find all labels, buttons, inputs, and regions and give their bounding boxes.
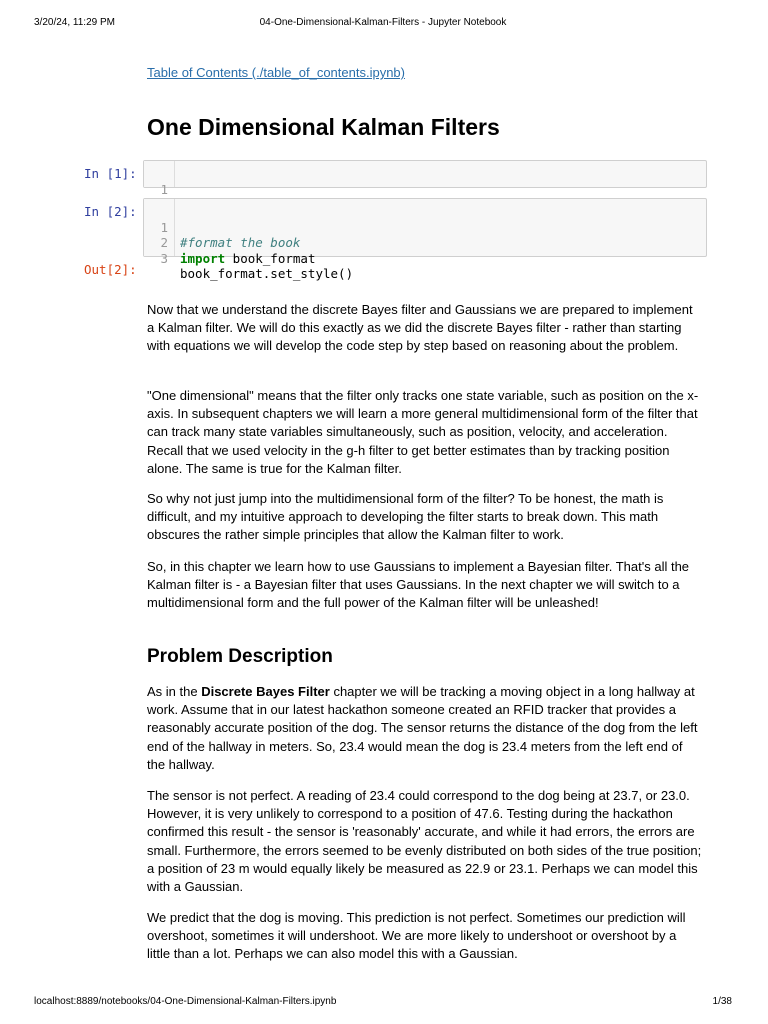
- print-datetime: 3/20/24, 11:29 PM: [34, 17, 115, 28]
- intro-paragraph-4: So, in this chapter we learn how to use Gaussians to implement a Bayesian filter. That's all the Kalman filter is - a Bayesian filter that uses Gaussians. In the next chapter we will switch to a multidimensional form and the full power of the Kalman filter will be unleashed!: [147, 559, 690, 611]
- problem-paragraph-2: The sensor is not perfect. A reading of 23.4 could correspond to the dog being at 23.7, or 23.0. However, it is very unlikely to correspond to a position of 47.6. Testing during the hackathon confirmed this result - the sensor is 'reasonably' accurate, and while it had errors, the errors are small. Furthermore, the errors seemed to be evenly distributed on both sides of the true position; a position of 23 m would equally likely be measured as 22.9 or 23.1. Perhaps we can model this with a Gaussian.: [147, 788, 702, 895]
- print-url: localhost:8889/notebooks/04-One-Dimensional-Kalman-Filters.ipynb: [34, 996, 337, 1007]
- intro-paragraph-1: Now that we understand the discrete Bayes filter and Gaussians we are prepared to implement a Kalman filter. We will do this exactly as we did the discrete Bayes filter - rather than starting with equations we will develop the code step by step based on reasoning about the problem.: [147, 302, 693, 354]
- intro-paragraph-2: "One dimensional" means that the filter only tracks one state variable, such as position on the x-axis. In subsequent chapters we will learn a more general multidimensional form of the filter that can track many state variables simultaneously, such as position, velocity, and acceleration. Recall that we used velocity in the g-h filter to get better estimates than by tracking position alone. The same is true for the Kalman filter.: [147, 388, 699, 476]
- code-cell-1[interactable]: [143, 160, 707, 197]
- cell-1-line-1: [144, 166, 706, 197]
- print-header: [34, 17, 732, 31]
- line-number: 2: [160, 235, 168, 250]
- text-run: chapter we will be tracking a moving object in a long hallway at work. Assume that in our latest hackathon someone created an RFID tracker that provides a reasonably accurate position of the dog. The sensor returns the distance of the dog from the left end of the hallway in meters. So, 23.4 would mean the dog is 23.4 meters from the left end of the hallway.: [147, 684, 698, 772]
- table-of-contents-link[interactable]: Table of Contents (./table_of_contents.ipynb): [147, 65, 405, 80]
- code-comment: #format the book: [180, 235, 301, 250]
- problem-description-heading: Problem Description: [147, 646, 333, 667]
- line-number: 3: [160, 250, 168, 266]
- text-run: As in the: [147, 684, 202, 699]
- line-number: 1: [160, 219, 168, 235]
- line-number: 1: [160, 181, 168, 197]
- cell-2-line-1: [144, 204, 706, 250]
- problem-paragraph-1: [147, 683, 703, 774]
- code-text: book_format.set_style(): [180, 266, 354, 281]
- problem-paragraph-3: We predict that the dog is moving. This prediction is not perfect. Sometimes our prediction will overshoot, sometimes it will undershoot. We are more likely to undershoot or overshoot by a little than a lot. Perhaps we can also model this with a Gaussian.: [147, 910, 686, 962]
- code-cell-2[interactable]: [143, 198, 707, 281]
- intro-paragraph-3: So why not just jump into the multidimensional form of the filter? To be honest, the math is difficult, and my intuitive approach to developing the filter starts to break down. This math obscures the rather simple principles that allow the Kalman filter to work.: [147, 491, 664, 543]
- cell-2-output-prompt: Out[2]:: [84, 262, 137, 277]
- notebook-title: One Dimensional Kalman Filters: [147, 114, 500, 140]
- print-page-number: 1/38: [712, 996, 732, 1007]
- print-footer: [34, 996, 732, 1010]
- code-text: book_format: [225, 250, 316, 266]
- code-keyword: import: [180, 250, 226, 266]
- bold-chapter-name: Discrete Bayes Filter: [201, 684, 330, 699]
- cell-1-input-prompt: In [1]:: [84, 166, 137, 181]
- print-page-title: 04-One-Dimensional-Kalman-Filters - Jupyter Notebook: [259, 17, 507, 28]
- cell-2-input-prompt: In [2]:: [84, 204, 137, 219]
